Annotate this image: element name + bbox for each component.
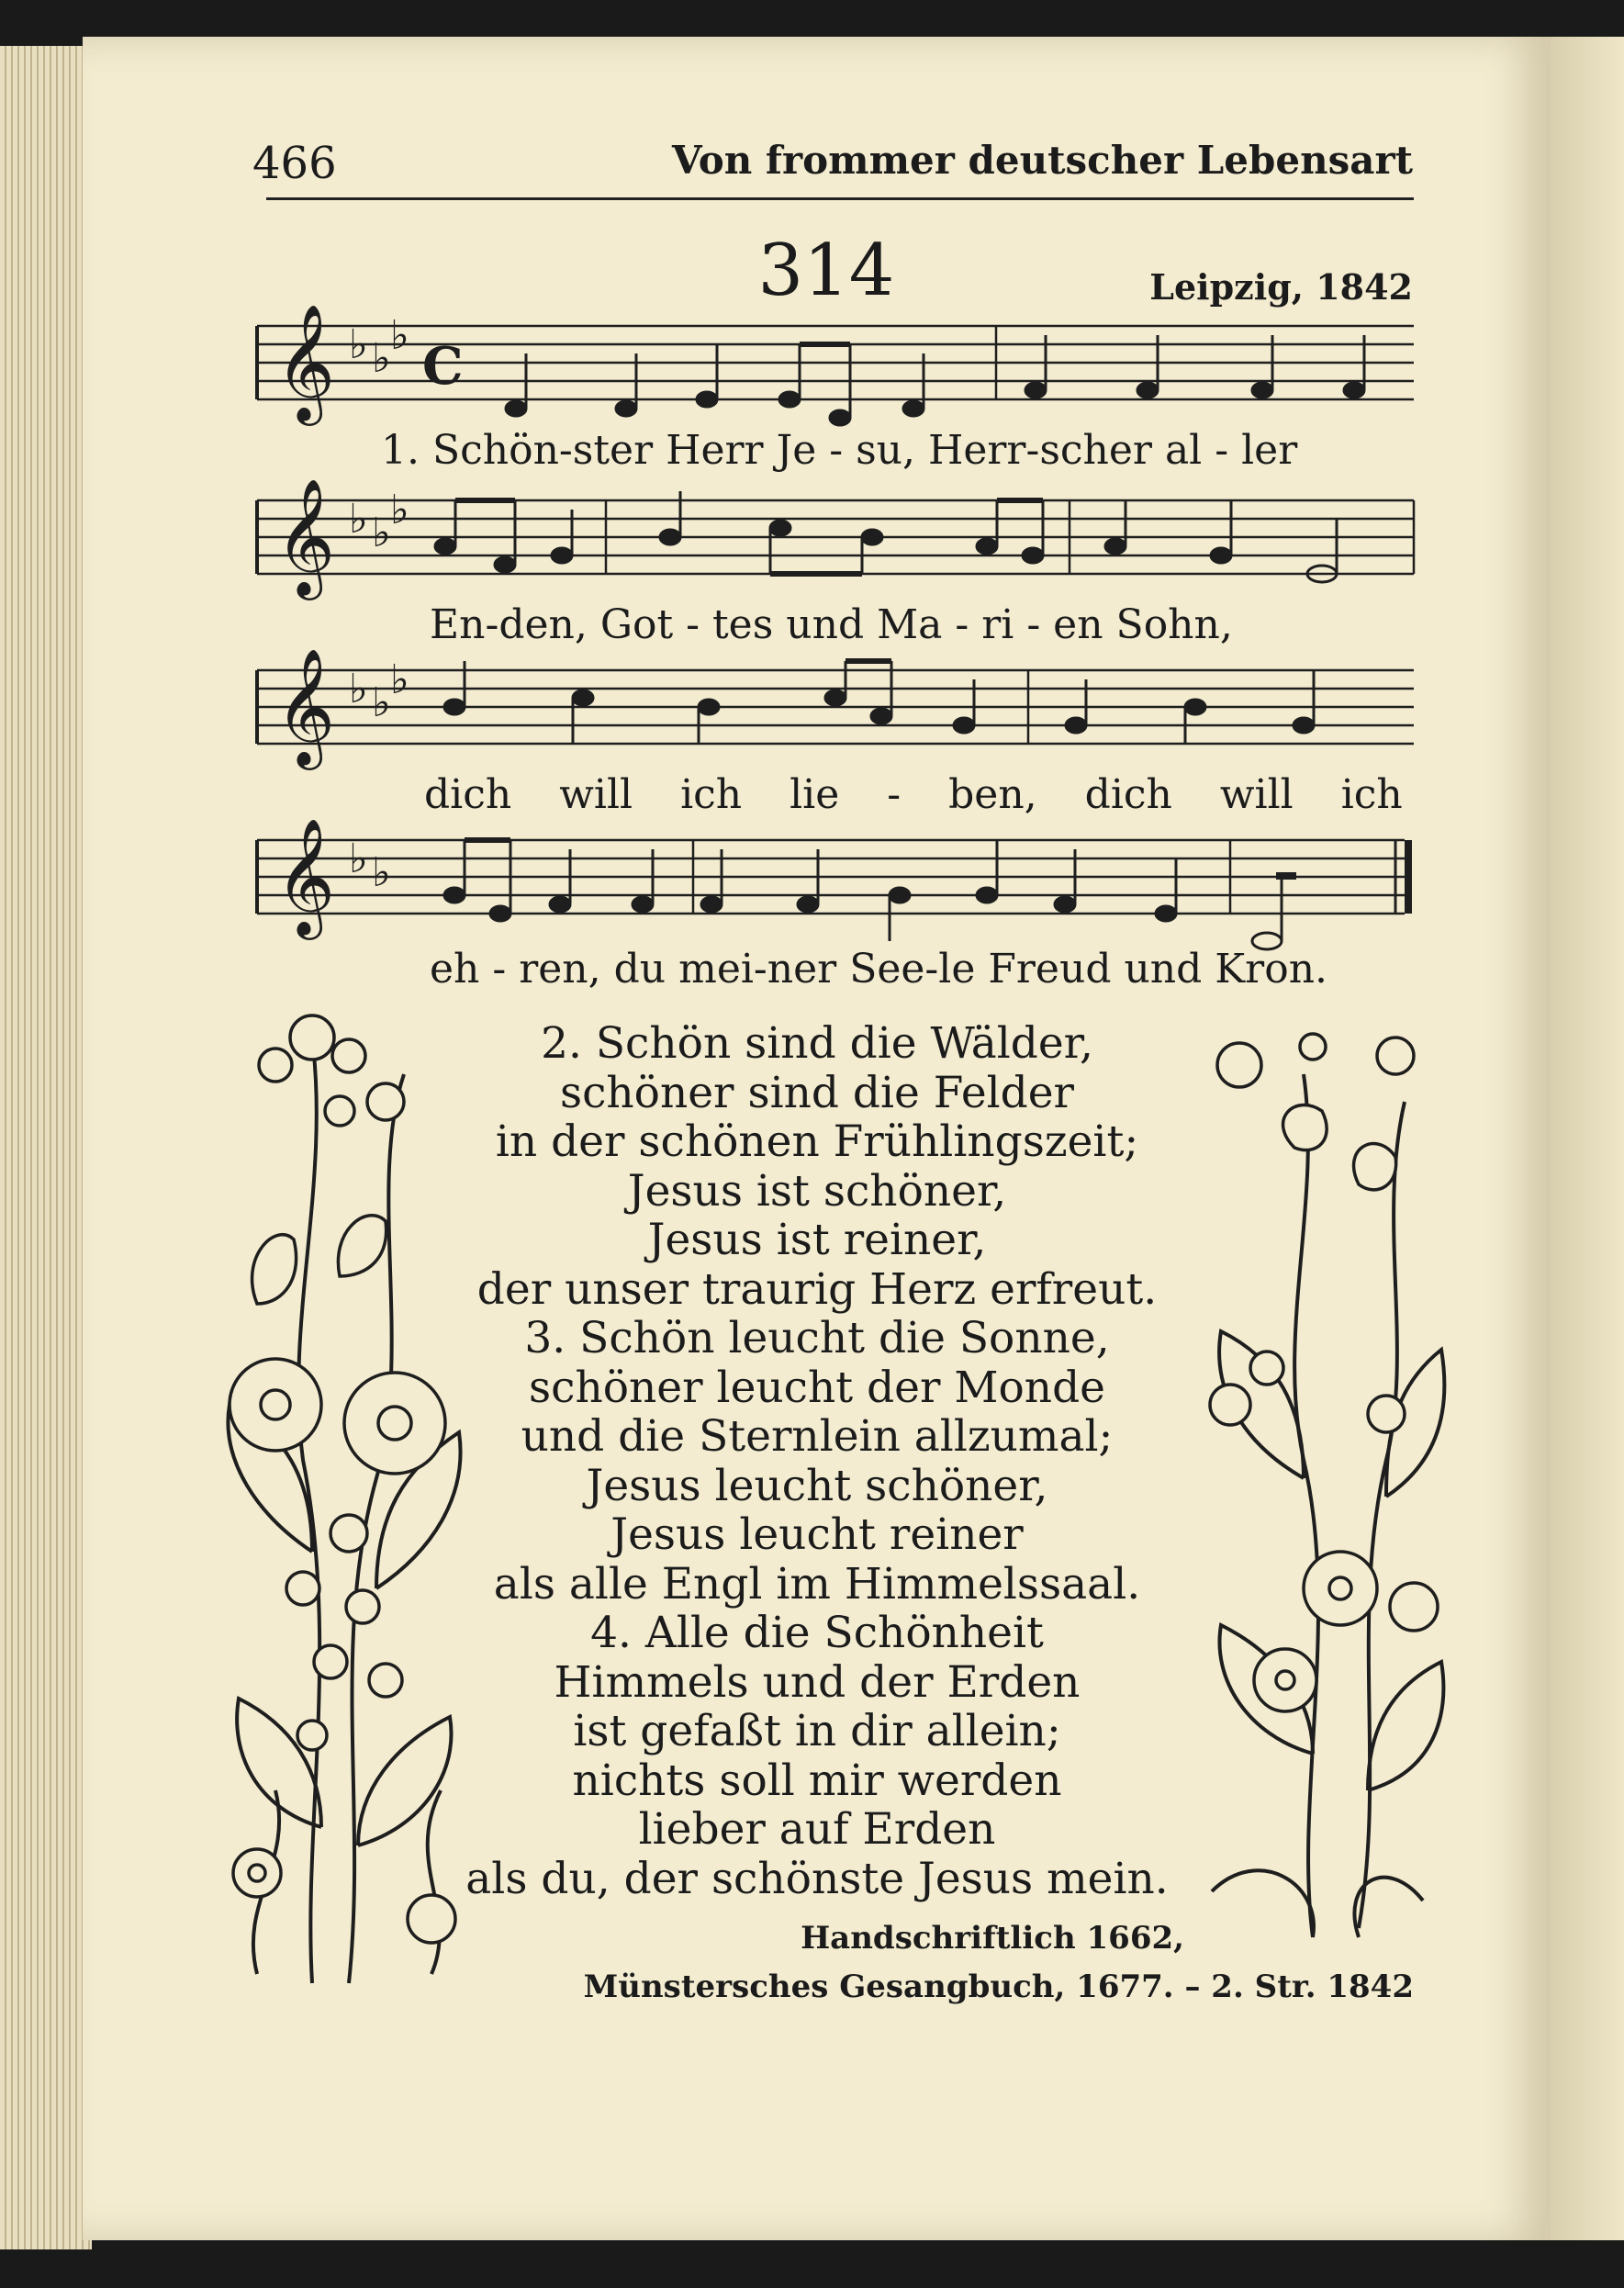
svg-text:♭: ♭	[349, 321, 368, 368]
verse-line: schöner leucht der Monde	[529, 1362, 1105, 1413]
verse-line: der unser traurig Herz erfreut.	[476, 1263, 1158, 1315]
verse-line: schöner sind die Felder	[559, 1067, 1075, 1118]
verse-line: lieber auf Erden	[638, 1804, 996, 1855]
verse-line: in der schönen Frühlingszeit;	[495, 1116, 1139, 1167]
lyric-line-4: eh - ren, du mei-ner See-le Freud und Kron.	[430, 946, 1328, 993]
verse-line: 4. Alle die Schönheit	[590, 1608, 1044, 1658]
svg-text:♭: ♭	[390, 656, 409, 703]
verse-line: als du, der schönste Jesus mein.	[465, 1853, 1169, 1904]
verse-line: nichts soll mir werden	[572, 1755, 1062, 1806]
lyric-line-2: En-den, Got - tes und Ma - ri - en Sohn,	[430, 601, 1233, 648]
page-number: 466	[252, 138, 337, 189]
hymn-origin: Leipzig, 1842	[1149, 266, 1413, 308]
lyric-line-3: dich will ich lie - ben, dich will ich	[424, 771, 1403, 818]
verse-line: Jesus ist reiner,	[647, 1215, 987, 1265]
verse-line: Himmels und der Erden	[554, 1656, 1081, 1708]
svg-text:♭: ♭	[349, 836, 368, 882]
svg-text:♭: ♭	[372, 510, 391, 556]
hymn-number: 314	[757, 230, 895, 312]
right-floral-ornament	[1175, 1019, 1460, 1946]
verse-line: ist gefaßt in dir allein;	[573, 1706, 1061, 1756]
lyric-line-1: 1. Schön-ster Herr Je - su, Herr-scher al - ler	[381, 427, 1298, 474]
verse-line: Jesus ist schöner,	[627, 1165, 1007, 1217]
svg-text:𝄞: 𝄞	[275, 647, 336, 765]
verse-line: Jesus leucht reiner	[610, 1509, 1024, 1560]
svg-text:𝄞: 𝄞	[275, 817, 336, 935]
verse-line: 2. Schön sind die Wälder,	[541, 1018, 1093, 1069]
left-floral-ornament	[202, 1001, 496, 1992]
notes-staff-3	[444, 661, 1314, 744]
svg-text:𝄞: 𝄞	[275, 477, 336, 595]
svg-text:♭: ♭	[372, 679, 391, 726]
svg-text:♭: ♭	[349, 666, 368, 712]
credit-line: Handschriftlich 1662,	[801, 1920, 1184, 1957]
verses-text	[431, 1019, 1203, 1903]
staff-2	[257, 500, 1414, 574]
svg-text:C: C	[422, 336, 464, 397]
treble-clef: 𝄞	[275, 303, 336, 421]
staff-3	[257, 670, 1414, 744]
verse-line: 3. Schön leucht die Sonne,	[524, 1313, 1110, 1363]
verse-line: und die Sternlein allzumal;	[521, 1411, 1114, 1462]
svg-text:♭: ♭	[372, 335, 391, 382]
verse-line: Jesus leucht schöner,	[586, 1460, 1048, 1511]
staff-4	[257, 840, 1408, 914]
svg-text:♭: ♭	[349, 496, 368, 543]
running-title: Von frommer deutscher Lebensart	[672, 138, 1413, 183]
svg-text:♭: ♭	[390, 487, 409, 533]
verse-line: als alle Engl im Himmelssaal.	[493, 1558, 1141, 1609]
credit-line: Münstersches Gesangbuch, 1677. – 2. Str. 1842	[583, 1968, 1414, 2005]
music-notation	[0, 0, 1624, 1010]
svg-text:♭: ♭	[390, 312, 409, 359]
svg-text:♭: ♭	[372, 849, 391, 896]
